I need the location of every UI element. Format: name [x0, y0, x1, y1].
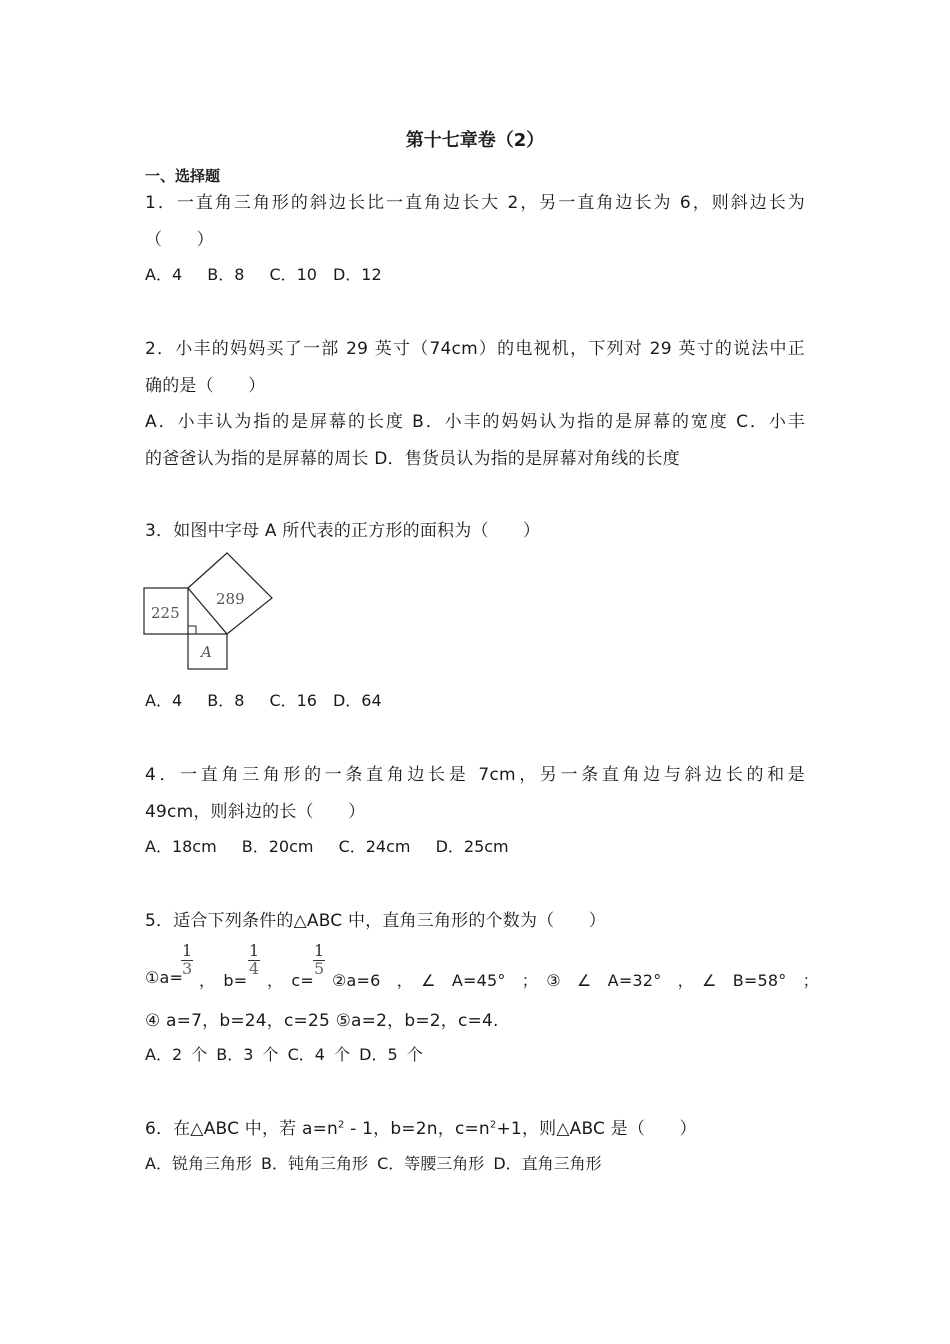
- q4-stem-line1: 4．一直角三角形的一条直角边长是 7cm，另一条直角边与斜边长的和是: [145, 765, 805, 785]
- fraction-b-denominator: 4: [249, 959, 260, 978]
- q6-sup-2: 2: [489, 1119, 497, 1131]
- fraction-c: [313, 942, 325, 977]
- q4-stem-line2: 49cm，则斜边的长（ ）: [145, 802, 366, 822]
- q1-options: A．4 B．8 C．10 D．12: [145, 265, 382, 284]
- q6-options: A．锐角三角形 B．钝角三角形 C．等腰三角形 D．直角三角形: [145, 1154, 602, 1173]
- q6-stem-prefix: 6．在△ABC 中，若 a=n: [145, 1119, 338, 1139]
- pythagoras-squares-figure: [140, 550, 280, 675]
- fraction-c-denominator: 5: [314, 959, 325, 978]
- fraction-c-numerator: 1: [314, 941, 325, 960]
- left-square-label: 225: [151, 604, 180, 622]
- q5-cond-c: ， c=: [267, 971, 315, 990]
- q1-stem-line2: （ ）: [145, 230, 214, 250]
- q2-options-line2: 的爸爸认为指的是屏幕的周长 D．售货员认为指的是屏幕对角线的长度: [145, 449, 680, 469]
- q5-cond-b: ， b=: [199, 971, 248, 990]
- fraction-b: [248, 942, 260, 977]
- q5-cond-a: ①a=: [145, 968, 184, 987]
- q1-stem-line1: 1．一直角三角形的斜边长比一直角边长大 2，另一直角边长为 6，则斜边长为: [145, 193, 805, 213]
- tilted-square-label: 289: [216, 590, 245, 608]
- small-square-label: A: [201, 643, 212, 661]
- q5-options: A．2 个 B．3 个 C．4 个 D．5 个: [145, 1045, 423, 1064]
- fraction-b-numerator: 1: [249, 941, 260, 960]
- q2-stem-line1: 2．小丰的妈妈买了一部 29 英寸（74cm）的电视机，下列对 29 英寸的说法中正: [145, 339, 805, 359]
- page-title: 第十七章卷（2）: [405, 130, 545, 151]
- right-angle-mark: [188, 626, 196, 634]
- q3-stem: 3．如图中字母 A 所代表的正方形的面积为（ ）: [145, 521, 541, 541]
- q3-options: A．4 B．8 C．16 D．64: [145, 691, 382, 710]
- q5-stem: 5．适合下列条件的△ABC 中，直角三角形的个数为（ ）: [145, 911, 606, 931]
- q6-stem-suffix: +1，则△ABC 是（ ）: [496, 1119, 697, 1139]
- q4-options: A．18cm B．20cm C．24cm D．25cm: [145, 837, 509, 856]
- q2-stem-line2: 确的是（ ）: [145, 376, 266, 396]
- q2-options-line1: A．小丰认为指的是屏幕的长度 B．小丰的妈妈认为指的是屏幕的宽度 C．小丰: [145, 412, 805, 432]
- q6-sup-1: 2: [338, 1119, 345, 1131]
- q6-stem: [145, 1114, 697, 1139]
- q5-conditions-line: ④ a=7，b=24，c=25 ⑤a=2，b=2，c=4.: [145, 1011, 499, 1031]
- q6-stem-mid: - 1，b=2n，c=n: [344, 1119, 490, 1139]
- fraction-a-denominator: 3: [182, 959, 193, 978]
- q5-cond-rest: ②a=6 ， ∠ A=45° ； ③ ∠ A=32° ， ∠ B=58° ；: [332, 971, 819, 990]
- section-heading: 一、选择题: [145, 167, 221, 185]
- fraction-a-numerator: 1: [182, 941, 193, 960]
